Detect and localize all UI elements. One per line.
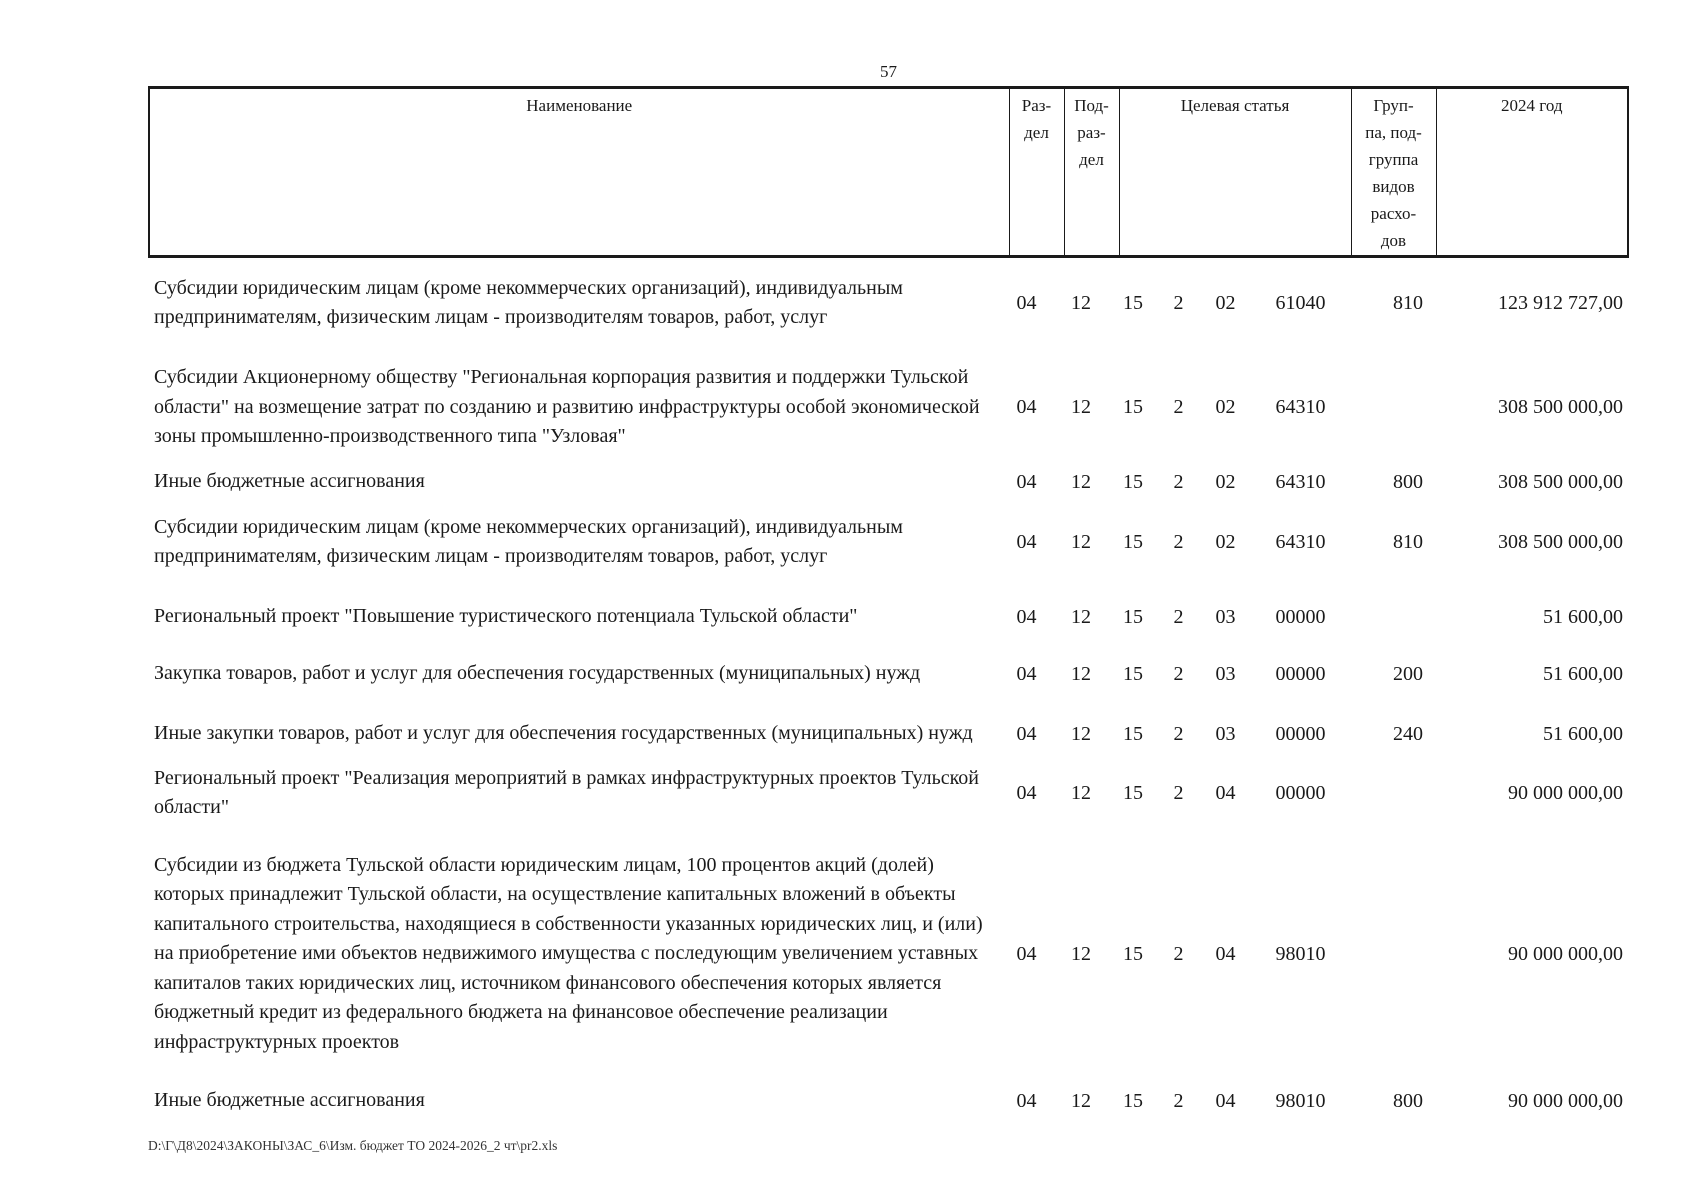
row-podrazdel: 12 xyxy=(1071,291,1091,314)
row-razdel: 04 xyxy=(1016,662,1037,685)
row-razdel: 04 xyxy=(1016,291,1037,314)
row-amount: 90 000 000,00 xyxy=(1508,942,1623,965)
row-target-1: 15 xyxy=(1123,662,1143,685)
header-razdel: Раз- дел xyxy=(1009,88,1064,257)
row-target-1: 15 xyxy=(1123,942,1143,965)
row-podrazdel: 12 xyxy=(1071,530,1091,553)
row-razdel: 04 xyxy=(1016,605,1037,628)
row-target-3: 04 xyxy=(1215,781,1236,804)
row-name: Субсидии из бюджета Тульской области юридическим лицам, 100 процентов акций (долей) которых принадлежит Тульской области, на осуществление капитальных вложений в объекты капитального строительства, находящиеся в собственности указанных юридических лиц, и (или) на приобретение ими объектов недвижимого имущества с последующим увеличением уставных капиталов таких юридических лиц, источником финансового обеспечения которых является бюджетный кредит из федерального бюджета на финансовое обеспечение реализации инфраструктурных проектов xyxy=(154,853,983,1053)
file-path-footer: D:\Г\Д8\2024\ЗАКОНЫ\ЗАС_6\Изм. бюджет ТО 2024-2026_2 чт\pr2.xls xyxy=(148,1138,558,1153)
row-expense-group: 810 xyxy=(1393,530,1423,553)
row-target-4: 64310 xyxy=(1275,530,1326,553)
row-target-1: 15 xyxy=(1123,396,1143,418)
row-name: Иные бюджетные ассигнования xyxy=(154,1089,425,1112)
table-header xyxy=(148,86,1629,258)
row-target-3: 02 xyxy=(1215,530,1236,553)
row-razdel: 04 xyxy=(1016,530,1037,553)
row-target-4: 98010 xyxy=(1275,942,1326,965)
row-name: Субсидии юридическим лицам (кроме некоммерческих организаций), индивидуальным предпринимателям, физическим лицам - производителям товаров, работ, услуг xyxy=(154,276,903,328)
table-row xyxy=(148,597,1627,637)
row-target-2: 2 xyxy=(1173,1089,1184,1112)
row-razdel: 04 xyxy=(1016,396,1037,418)
row-target-1: 15 xyxy=(1123,470,1143,493)
row-target-3: 04 xyxy=(1215,942,1236,965)
row-amount: 123 912 727,00 xyxy=(1498,291,1623,314)
row-target-2: 2 xyxy=(1173,291,1184,314)
row-razdel: 04 xyxy=(1016,1089,1037,1112)
row-name: Закупка товаров, работ и услуг для обеспечения государственных (муниципальных) нужд xyxy=(154,662,921,685)
row-razdel: 04 xyxy=(1016,781,1037,804)
row-podrazdel: 12 xyxy=(1071,722,1091,745)
row-name: Субсидии Акционерному обществу "Региональная корпорация развития и поддержки Тульской области" на возмещение затрат по созданию и развитию инфраструктуры особой экономической зоны промышленно-производственного типа "Узловая" xyxy=(154,366,980,448)
row-name: Субсидии юридическим лицам (кроме некоммерческих организаций), индивидуальным предпринимателям, физическим лицам - производителям товаров, работ, услуг xyxy=(154,515,903,567)
row-podrazdel: 12 xyxy=(1071,396,1091,418)
row-amount: 90 000 000,00 xyxy=(1508,1089,1623,1112)
row-target-3: 03 xyxy=(1215,662,1236,685)
table-row xyxy=(148,497,1627,587)
table-row xyxy=(148,703,1627,765)
row-target-3: 03 xyxy=(1215,722,1236,745)
row-amount: 308 500 000,00 xyxy=(1498,396,1623,418)
row-target-2: 2 xyxy=(1173,396,1184,418)
row-podrazdel: 12 xyxy=(1071,470,1091,493)
page-number: 57 xyxy=(880,62,897,81)
row-target-2: 2 xyxy=(1173,781,1184,804)
row-target-1: 15 xyxy=(1123,1089,1143,1112)
table-row xyxy=(148,467,1627,497)
table-row xyxy=(148,834,1627,1074)
row-name: Региональный проект "Повышение туристического потенциала Тульской области" xyxy=(154,605,858,628)
table-row xyxy=(148,1085,1627,1117)
row-target-4: 00000 xyxy=(1275,781,1326,804)
table-row xyxy=(148,258,1627,348)
row-expense-group: 240 xyxy=(1393,722,1423,745)
row-expense-group: 200 xyxy=(1393,662,1423,685)
row-podrazdel: 12 xyxy=(1071,781,1091,804)
row-target-2: 2 xyxy=(1173,530,1184,553)
header-target: Целевая статья xyxy=(1119,88,1351,257)
row-amount: 90 000 000,00 xyxy=(1508,781,1623,804)
row-target-2: 2 xyxy=(1173,605,1184,628)
row-target-4: 61040 xyxy=(1275,291,1326,314)
row-target-3: 02 xyxy=(1215,291,1236,314)
row-target-4: 00000 xyxy=(1275,662,1326,685)
row-amount: 51 600,00 xyxy=(1543,662,1623,685)
row-target-1: 15 xyxy=(1123,722,1143,745)
header-group: Груп- па, под- группа видов расхо- дов xyxy=(1351,88,1436,257)
row-name: Иные бюджетные ассигнования xyxy=(154,470,425,493)
table-row xyxy=(148,348,1627,467)
row-name: Региональный проект "Реализация мероприятий в рамках инфраструктурных проектов Тульской области" xyxy=(154,766,980,818)
row-expense-group: 800 xyxy=(1393,1089,1423,1112)
row-target-1: 15 xyxy=(1123,530,1143,553)
table-row xyxy=(148,762,1627,824)
row-target-1: 15 xyxy=(1123,781,1143,804)
row-podrazdel: 12 xyxy=(1071,662,1091,685)
row-amount: 51 600,00 xyxy=(1543,722,1623,745)
row-target-3: 03 xyxy=(1215,605,1236,628)
table-row xyxy=(148,643,1627,705)
row-razdel: 04 xyxy=(1016,942,1037,965)
row-target-2: 2 xyxy=(1173,470,1184,493)
row-amount: 308 500 000,00 xyxy=(1498,470,1623,493)
row-razdel: 04 xyxy=(1016,470,1037,493)
row-target-1: 15 xyxy=(1123,605,1143,628)
row-target-2: 2 xyxy=(1173,942,1184,965)
row-podrazdel: 12 xyxy=(1071,605,1091,628)
row-target-2: 2 xyxy=(1173,722,1184,745)
row-expense-group: 810 xyxy=(1393,291,1423,314)
row-amount: 51 600,00 xyxy=(1543,605,1623,628)
header-year: 2024 год xyxy=(1436,88,1628,257)
row-target-3: 02 xyxy=(1215,396,1236,418)
row-razdel: 04 xyxy=(1016,722,1037,745)
row-target-4: 64310 xyxy=(1275,396,1326,418)
row-target-3: 02 xyxy=(1215,470,1236,493)
row-amount: 308 500 000,00 xyxy=(1498,530,1623,553)
row-target-4: 98010 xyxy=(1275,1089,1326,1112)
row-target-2: 2 xyxy=(1173,662,1184,685)
row-target-4: 64310 xyxy=(1275,470,1326,493)
row-expense-group: 800 xyxy=(1393,470,1423,493)
row-target-3: 04 xyxy=(1215,1089,1236,1112)
row-podrazdel: 12 xyxy=(1071,1089,1091,1112)
header-name: Наименование xyxy=(526,96,633,115)
row-name: Иные закупки товаров, работ и услуг для обеспечения государственных (муниципальных) нужд xyxy=(154,722,973,745)
row-target-4: 00000 xyxy=(1275,605,1326,628)
header-podrazdel: Под- раз- дел xyxy=(1064,88,1119,257)
row-podrazdel: 12 xyxy=(1071,942,1091,965)
row-target-1: 15 xyxy=(1123,291,1143,314)
row-target-4: 00000 xyxy=(1275,722,1326,745)
